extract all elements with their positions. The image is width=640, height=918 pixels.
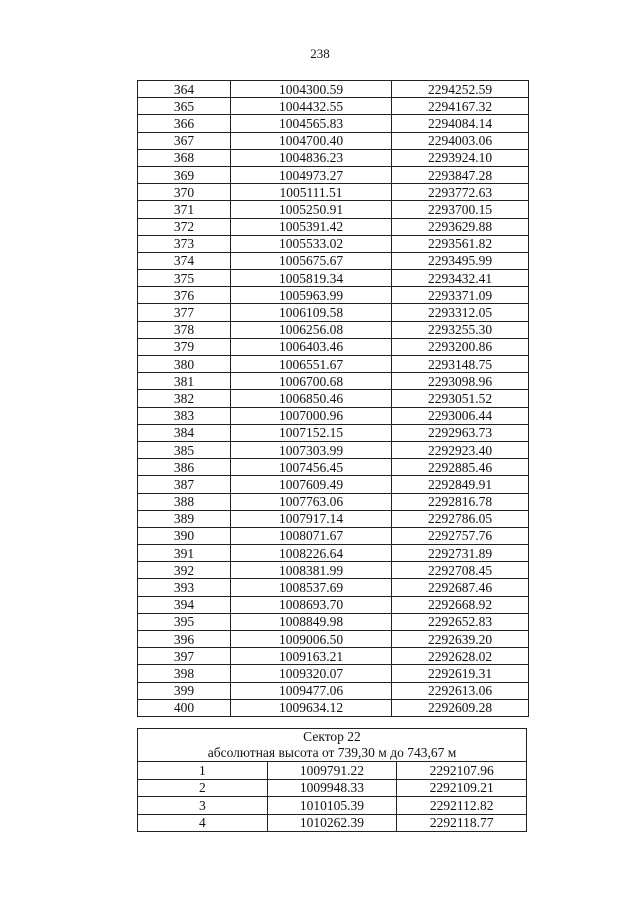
table-row [138, 338, 529, 355]
y-coordinate-cell: 2293847.28 [392, 166, 529, 183]
x-coordinate-cell: 1007917.14 [231, 510, 392, 527]
y-coordinate-cell: 2293432.41 [392, 270, 529, 287]
x-coordinate-cell: 1005533.02 [231, 235, 392, 252]
point-number-cell: 375 [138, 270, 231, 287]
point-number-cell: 383 [138, 407, 231, 424]
y-coordinate-cell: 2293098.96 [392, 373, 529, 390]
x-coordinate-cell: 1010105.39 [267, 797, 397, 815]
x-coordinate-cell: 1004700.40 [231, 132, 392, 149]
y-coordinate-cell: 2292731.89 [392, 545, 529, 562]
table-row [138, 476, 529, 493]
y-coordinate-cell: 2293255.30 [392, 321, 529, 338]
x-coordinate-cell: 1008693.70 [231, 596, 392, 613]
point-number-cell: 370 [138, 184, 231, 201]
table-row [138, 184, 529, 201]
y-coordinate-cell: 2292652.83 [392, 613, 529, 630]
y-coordinate-cell: 2292112.82 [397, 797, 527, 815]
sector-subtitle: абсолютная высота от 739,30 м до 743,67 м [207, 745, 457, 760]
table-row [138, 562, 529, 579]
sector-table-body [138, 729, 527, 832]
y-coordinate-cell: 2292687.46 [392, 579, 529, 596]
table-row [138, 665, 529, 682]
x-coordinate-cell: 1006403.46 [231, 338, 392, 355]
point-number-cell: 385 [138, 441, 231, 458]
y-coordinate-cell: 2293772.63 [392, 184, 529, 201]
table-row [138, 510, 529, 527]
x-coordinate-cell: 1005111.51 [231, 184, 392, 201]
x-coordinate-cell: 1007000.96 [231, 407, 392, 424]
x-coordinate-cell: 1006700.68 [231, 373, 392, 390]
y-coordinate-cell: 2292639.20 [392, 631, 529, 648]
sector-header-cell [138, 729, 527, 762]
y-coordinate-cell: 2292613.06 [392, 682, 529, 699]
x-coordinate-cell: 1005250.91 [231, 201, 392, 218]
x-coordinate-cell: 1009634.12 [231, 699, 392, 716]
x-coordinate-cell: 1006551.67 [231, 356, 392, 373]
x-coordinate-cell: 1004973.27 [231, 166, 392, 183]
x-coordinate-cell: 1009477.06 [231, 682, 392, 699]
y-coordinate-cell: 2293629.88 [392, 218, 529, 235]
x-coordinate-cell: 1004565.83 [231, 115, 392, 132]
table-row [138, 132, 529, 149]
point-number-cell: 365 [138, 98, 231, 115]
point-number-cell: 379 [138, 338, 231, 355]
y-coordinate-cell: 2292849.91 [392, 476, 529, 493]
table-row [138, 373, 529, 390]
sector-header-row [138, 729, 527, 762]
table-row [138, 81, 529, 98]
y-coordinate-cell: 2293006.44 [392, 407, 529, 424]
y-coordinate-cell: 2292963.73 [392, 424, 529, 441]
point-number-cell: 371 [138, 201, 231, 218]
point-number-cell: 386 [138, 459, 231, 476]
table-row [138, 493, 529, 510]
point-number-cell: 397 [138, 648, 231, 665]
x-coordinate-cell: 1008849.98 [231, 613, 392, 630]
y-coordinate-cell: 2292708.45 [392, 562, 529, 579]
x-coordinate-cell: 1009791.22 [267, 762, 397, 780]
table-row [138, 390, 529, 407]
point-number-cell: 390 [138, 527, 231, 544]
table-row [138, 648, 529, 665]
point-number-cell: 399 [138, 682, 231, 699]
point-number-cell: 367 [138, 132, 231, 149]
y-coordinate-cell: 2292107.96 [397, 762, 527, 780]
table-row [138, 270, 529, 287]
table-row [138, 682, 529, 699]
y-coordinate-cell: 2293371.09 [392, 287, 529, 304]
table-row [138, 287, 529, 304]
point-number-cell: 364 [138, 81, 231, 98]
x-coordinate-cell: 1009006.50 [231, 631, 392, 648]
x-coordinate-cell: 1005675.67 [231, 252, 392, 269]
y-coordinate-cell: 2293700.15 [392, 201, 529, 218]
y-coordinate-cell: 2292816.78 [392, 493, 529, 510]
table-row [138, 304, 529, 321]
point-number-cell: 3 [138, 797, 268, 815]
y-coordinate-cell: 2293312.05 [392, 304, 529, 321]
table-row [138, 166, 529, 183]
y-coordinate-cell: 2292118.77 [397, 814, 527, 832]
y-coordinate-cell: 2293148.75 [392, 356, 529, 373]
table-row [138, 321, 529, 338]
point-number-cell: 396 [138, 631, 231, 648]
y-coordinate-cell: 2292923.40 [392, 441, 529, 458]
x-coordinate-cell: 1007456.45 [231, 459, 392, 476]
point-number-cell: 388 [138, 493, 231, 510]
point-number-cell: 373 [138, 235, 231, 252]
point-number-cell: 398 [138, 665, 231, 682]
point-number-cell: 389 [138, 510, 231, 527]
point-number-cell: 380 [138, 356, 231, 373]
table-row [138, 356, 529, 373]
x-coordinate-cell: 1010262.39 [267, 814, 397, 832]
table-row [138, 98, 529, 115]
table-row [138, 424, 529, 441]
point-number-cell: 395 [138, 613, 231, 630]
coordinates-table-body [138, 81, 529, 717]
table-row [138, 235, 529, 252]
y-coordinate-cell: 2292628.02 [392, 648, 529, 665]
point-number-cell: 382 [138, 390, 231, 407]
point-number-cell: 366 [138, 115, 231, 132]
y-coordinate-cell: 2293495.99 [392, 252, 529, 269]
table-row [138, 613, 529, 630]
y-coordinate-cell: 2292786.05 [392, 510, 529, 527]
table-row [138, 545, 529, 562]
point-number-cell: 374 [138, 252, 231, 269]
point-number-cell: 1 [138, 762, 268, 780]
point-number-cell: 2 [138, 779, 268, 797]
page-number: 238 [310, 46, 330, 61]
table-row [138, 441, 529, 458]
x-coordinate-cell: 1004836.23 [231, 149, 392, 166]
y-coordinate-cell: 2293051.52 [392, 390, 529, 407]
point-number-cell: 387 [138, 476, 231, 493]
table-row [138, 252, 529, 269]
x-coordinate-cell: 1005391.42 [231, 218, 392, 235]
x-coordinate-cell: 1008537.69 [231, 579, 392, 596]
x-coordinate-cell: 1007303.99 [231, 441, 392, 458]
x-coordinate-cell: 1007609.49 [231, 476, 392, 493]
table-row [138, 596, 529, 613]
point-number-cell: 4 [138, 814, 268, 832]
point-number-cell: 376 [138, 287, 231, 304]
x-coordinate-cell: 1008071.67 [231, 527, 392, 544]
x-coordinate-cell: 1008226.64 [231, 545, 392, 562]
table-row [138, 459, 529, 476]
y-coordinate-cell: 2294084.14 [392, 115, 529, 132]
y-coordinate-cell: 2292757.76 [392, 527, 529, 544]
x-coordinate-cell: 1006850.46 [231, 390, 392, 407]
table-row [138, 814, 527, 832]
point-number-cell: 378 [138, 321, 231, 338]
y-coordinate-cell: 2292609.28 [392, 699, 529, 716]
y-coordinate-cell: 2294252.59 [392, 81, 529, 98]
x-coordinate-cell: 1007763.06 [231, 493, 392, 510]
x-coordinate-cell: 1009948.33 [267, 779, 397, 797]
point-number-cell: 392 [138, 562, 231, 579]
table-row [138, 115, 529, 132]
point-number-cell: 368 [138, 149, 231, 166]
table-row [138, 579, 529, 596]
y-coordinate-cell: 2292619.31 [392, 665, 529, 682]
sector-title: Сектор 22 [303, 729, 361, 744]
x-coordinate-cell: 1004432.55 [231, 98, 392, 115]
y-coordinate-cell: 2293200.86 [392, 338, 529, 355]
table-row [138, 527, 529, 544]
point-number-cell: 393 [138, 579, 231, 596]
table-row [138, 699, 529, 716]
y-coordinate-cell: 2293924.10 [392, 149, 529, 166]
y-coordinate-cell: 2294003.06 [392, 132, 529, 149]
y-coordinate-cell: 2294167.32 [392, 98, 529, 115]
point-number-cell: 381 [138, 373, 231, 390]
table-row [138, 218, 529, 235]
point-number-cell: 394 [138, 596, 231, 613]
point-number-cell: 372 [138, 218, 231, 235]
coordinates-table [137, 80, 529, 717]
sector-table [137, 728, 527, 832]
x-coordinate-cell: 1005819.34 [231, 270, 392, 287]
point-number-cell: 377 [138, 304, 231, 321]
x-coordinate-cell: 1009320.07 [231, 665, 392, 682]
point-number-cell: 391 [138, 545, 231, 562]
y-coordinate-cell: 2292668.92 [392, 596, 529, 613]
x-coordinate-cell: 1006109.58 [231, 304, 392, 321]
x-coordinate-cell: 1008381.99 [231, 562, 392, 579]
x-coordinate-cell: 1007152.15 [231, 424, 392, 441]
table-row [138, 631, 529, 648]
y-coordinate-cell: 2293561.82 [392, 235, 529, 252]
table-row [138, 407, 529, 424]
y-coordinate-cell: 2292109.21 [397, 779, 527, 797]
table-row [138, 149, 529, 166]
table-row [138, 762, 527, 780]
x-coordinate-cell: 1006256.08 [231, 321, 392, 338]
point-number-cell: 400 [138, 699, 231, 716]
x-coordinate-cell: 1005963.99 [231, 287, 392, 304]
table-row [138, 201, 529, 218]
point-number-cell: 384 [138, 424, 231, 441]
point-number-cell: 369 [138, 166, 231, 183]
x-coordinate-cell: 1009163.21 [231, 648, 392, 665]
y-coordinate-cell: 2292885.46 [392, 459, 529, 476]
table-row [138, 797, 527, 815]
table-row [138, 779, 527, 797]
x-coordinate-cell: 1004300.59 [231, 81, 392, 98]
